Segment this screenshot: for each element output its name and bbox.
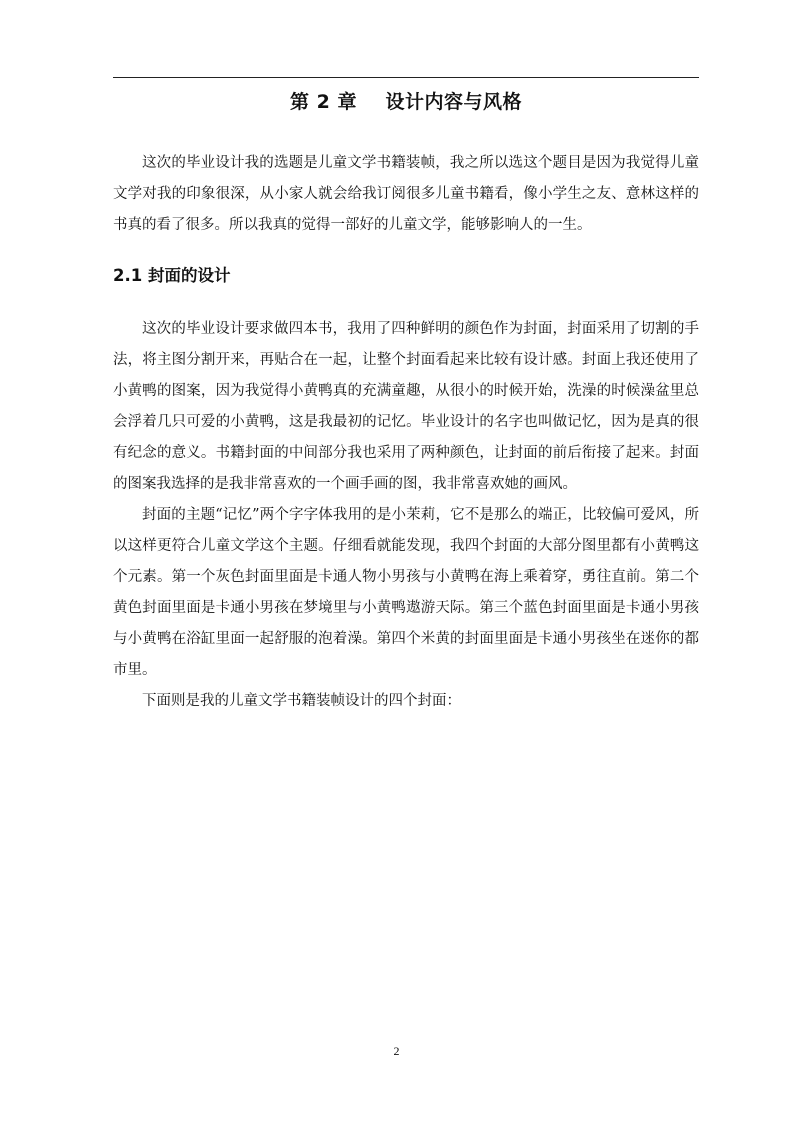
- section-paragraph-1: 这次的毕业设计要求做四本书，我用了四种鲜明的颜色作为封面，封面采用了切割的手法，将主图分割开来，再贴合在一起，让整个封面看起来比较有设计感。封面上我还使用了小黄鸭的图案，因为我觉得小黄鸭真的充满童趣，从很小的时候开始，洗澡的时候澡盆里总会浮着几只可爱的小黄鸭，这是我最初的记忆。毕业设计的名字也叫做记忆，因为是真的很有纪念的意义。书籍封面的中间部分我也采用了两种颜色，让封面的前后衔接了起来。封面的图案我选择的是我非常喜欢的一个画手画的图，我非常喜欢她的画风。: [113, 321, 699, 492]
- chapter-title: 第 2 章 设计内容与风格: [290, 91, 522, 113]
- intro-paragraph: 这次的毕业设计我的选题是儿童文学书籍装帧，我之所以选这个题目是因为我觉得儿童文学对我的印象很深，从小家人就会给我订阅很多儿童书籍看，像小学生之友、意林这样的书真的看了很多。所以我真的觉得一部好的儿童文学，能够影响人的一生。: [113, 155, 699, 233]
- section-body: [113, 314, 699, 717]
- section-paragraph-3: 下面则是我的儿童文学书籍装帧设计的四个封面：: [142, 693, 461, 709]
- intro-block: [113, 148, 699, 241]
- page-number: 2: [393, 1044, 400, 1058]
- section-paragraph-2: 封面的主题“记忆”两个字字体我用的是小茉莉，它不是那么的端正，比较偏可爱风，所以这样更符合儿童文学这个主题。仔细看就能发现，我四个封面的大部分图里都有小黄鸭这个元素。第一个灰色封面里面是卡通人物小男孩与小黄鸭在海上乘着穿，勇往直前。第二个黄色封面里面是卡通小男孩在梦境里与小黄鸭遨游天际。第三个蓝色封面里面是卡通小男孩与小黄鸭在浴缸里面一起舒服的泡着澡。第四个米黄的封面里面是卡通小男孩坐在迷你的都市里。: [113, 507, 699, 678]
- section-heading: 2.1 封面的设计: [113, 266, 231, 285]
- header-rule: [113, 77, 699, 78]
